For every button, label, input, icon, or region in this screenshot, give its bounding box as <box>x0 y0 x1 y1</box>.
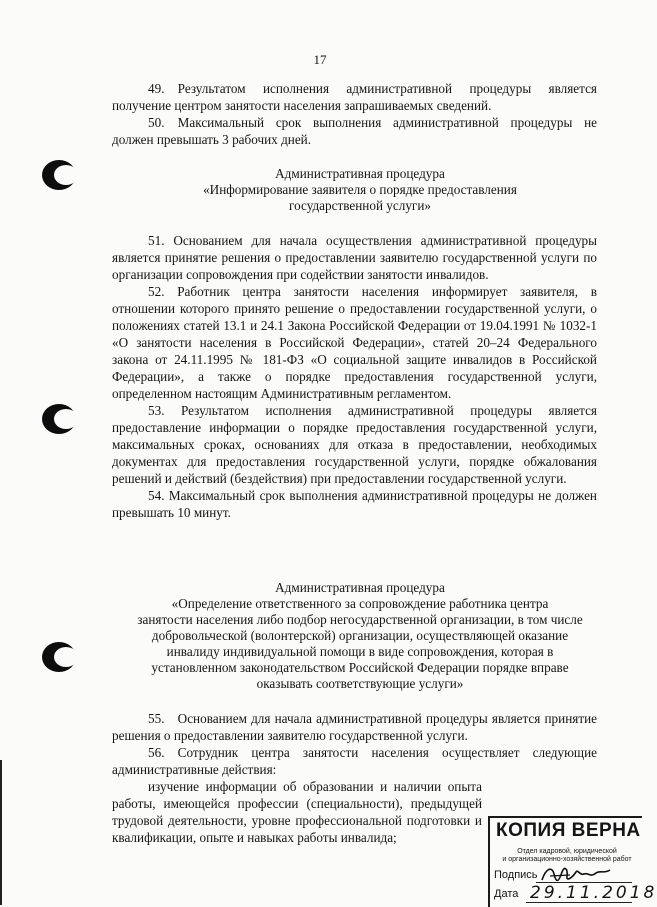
section-title-line: государственной услуги» <box>289 198 431 213</box>
paragraph-54: 54. Максимальный срок выполнения административной процедуры не должен превышать 10 минут. <box>112 488 597 520</box>
stamp-title: КОПИЯ ВЕРНА <box>496 820 641 841</box>
stamp-signature-label: Подпись <box>494 869 538 881</box>
scan-edge-line <box>0 760 2 905</box>
section-title-line: установленном законодательством Российской Федерации порядке вправе <box>151 660 569 675</box>
paragraph-51: 51. Основанием для начала осуществления административной процедуры является принятие решения о предоставлении заявителю государственной услуги по организации сопровождения при содействии занятости инвалидов. <box>112 233 597 282</box>
stamp-date-label: Дата <box>494 888 519 900</box>
section-heading: Административная процедура <box>275 580 445 595</box>
text-block-1 <box>112 80 597 148</box>
section-heading: Административная процедура <box>275 166 445 181</box>
section-title-line: занятости населения либо подбор негосударственной организации, в том числе <box>137 612 583 627</box>
hole-punch-mark <box>42 160 76 190</box>
paragraph-56-item: изучение информации об образовании и наличии опыта работы, имеющейся профессии (специальности), предыдущей трудовой деятельности, уровне профессиональной подготовки и квалификации, опыте и навыках работы инвалида; <box>112 779 482 845</box>
paragraph-50: 50. Максимальный срок выполнения административной процедуры не должен превышать 3 рабочих дней. <box>112 115 597 147</box>
section-title-line: «Определение ответственного за сопровождение работника центра <box>171 596 549 611</box>
section-title-line: инвалиду индивидуальной помощи в виде сопровождения, которая в <box>166 644 554 659</box>
page-number: 17 <box>313 52 327 67</box>
handwritten-date: 29.11.2018 <box>530 883 657 903</box>
paragraph-49: 49. Результатом исполнения административной процедуры является получение центром занятости населения запрашиваемых сведений. <box>112 81 597 113</box>
section-title-1 <box>100 166 620 214</box>
hole-punch-mark <box>42 642 76 672</box>
paragraph-52: 52. Работник центра занятости населения информирует заявителя, в отношении которого принято решение о предоставлении государственной услуги, о положениях статей 13.1 и 24.1 Закона Российской Федерации от 19.04.1991 № 1032-1 «О занятости населения в Российской Федерации», статей 20–24 Федерального закона от 24.11.1995 № 181-ФЗ «О социальной защите инвалидов в Российской Федерации», а также о порядке предоставления государственной услуги, определенном настоящим Административным регламентом. <box>112 284 597 401</box>
section-title-line: добровольческой (волонтерской) организации, осуществляющей оказание <box>151 628 569 643</box>
paragraph-55: 55. Основанием для начала административной процедуры является принятие решения о предоставлении заявителю государственной услуги. <box>112 711 597 743</box>
paragraph-53: 53. Результатом исполнения административной процедуры является предоставление информации о порядке предоставления государственной услуги, максимальных сроках, основаниях для отказа в предоставлении, необходимых документах для предоставления государственной услуги, порядке обжалования решений и действий (бездействия) при предоставлении государственной услуги. <box>112 403 597 486</box>
section-title-line: оказывать соответствующие услуги» <box>256 676 464 691</box>
copy-certified-stamp <box>488 816 657 907</box>
hole-punch-mark <box>42 404 76 434</box>
text-block-2 <box>112 232 597 521</box>
section-title-2 <box>100 580 620 692</box>
stamp-department: Отдел кадровой, юридической и организационно-хозяйственной работ <box>502 848 632 863</box>
paragraph-56: 56. Сотрудник центра занятости населения осуществляет следующие административные действия: <box>112 745 597 777</box>
section-title-line: «Информирование заявителя о порядке предоставления <box>203 182 517 197</box>
